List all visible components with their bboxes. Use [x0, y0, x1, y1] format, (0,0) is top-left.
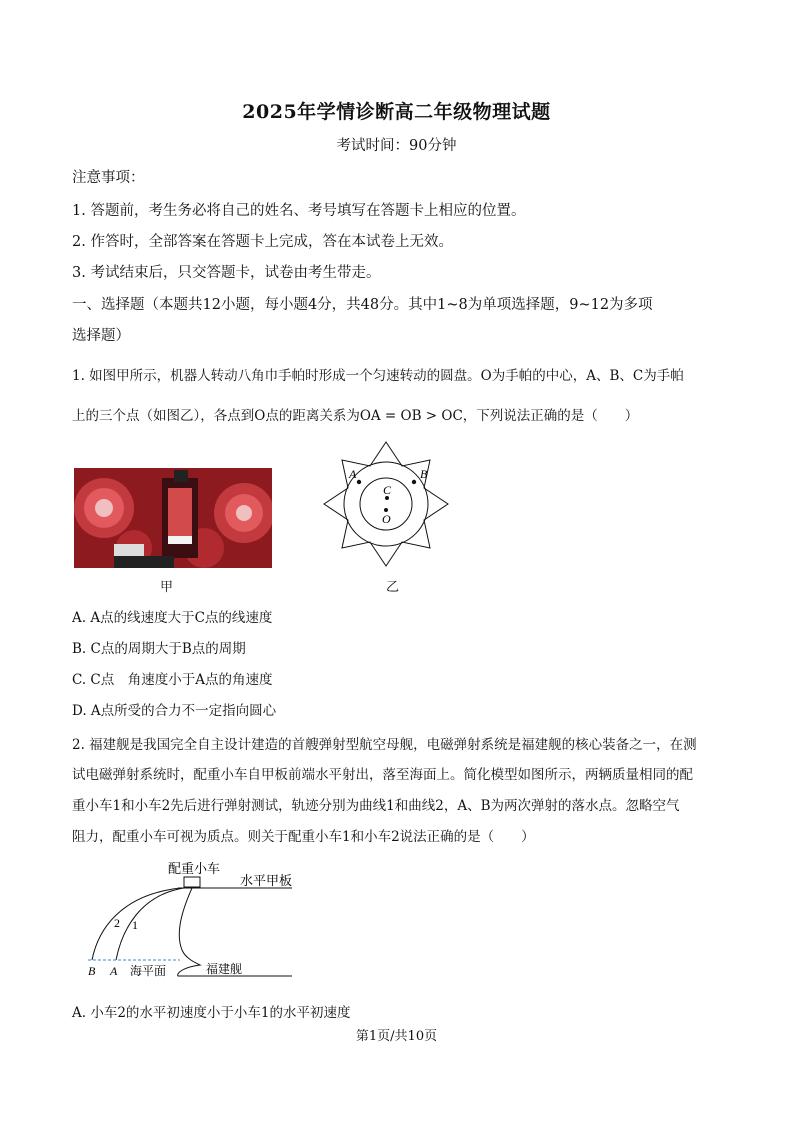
exam-time: 考试时间：90分钟 — [336, 138, 457, 154]
question-2-line-2: 试电磁弹射系统时，配重小车自甲板前端水平射出，落至海面上。简化模型如图所示，两辆质量相同的配 — [72, 767, 693, 783]
question-2-option-a: A. 小车2的水平初速度小于小车1的水平初速度 — [72, 1005, 351, 1021]
car-label: 配重小车 — [168, 861, 221, 876]
page-footer: 第1页/共10页 — [355, 1029, 438, 1044]
question-1-option-a: A. A点的线速度大于C点的线速度 — [72, 610, 273, 626]
question-1-line-1: 1. 如图甲所示，机器人转动八角巾手帕时形成一个匀速转动的圆盘。O为手帕的中心，A、B、C为手帕 — [72, 368, 684, 384]
question-1-option-d: D. A点所受的合力不一定指向圆心 — [72, 703, 277, 719]
section-heading-line-2: 选择题） — [72, 328, 130, 344]
deck-label: 水平甲板 — [240, 873, 293, 888]
notice-item-1: 1. 答题前，考生务必将自己的姓名、考号填写在答题卡上相应的位置。 — [72, 203, 526, 219]
handkerchief-diagram — [318, 436, 454, 572]
point-b-label: B — [420, 467, 428, 481]
point-a-label: A — [349, 467, 357, 481]
point-b-label: B — [88, 964, 96, 978]
curve-2-label: 2 — [114, 916, 120, 930]
page-title: 2025年学情诊断高二年级物理试题 — [242, 101, 551, 123]
question-2-line-1: 2. 福建舰是我国完全自主设计建造的首艘弹射型航空母舰，电磁弹射系统是福建舰的核心装备之一，在测 — [72, 737, 697, 753]
question-2-line-4: 阻力，配重小车可视为质点。则关于配重小车1和小车2说法正确的是（ ） — [72, 829, 535, 845]
notice-item-2: 2. 作答时，全部答案在答题卡上完成，答在本试卷上无效。 — [72, 234, 453, 250]
robot-photo — [74, 468, 272, 568]
question-1-line-2: 上的三个点（如图乙），各点到O点的距离关系为OA = OB > OC，下列说法正确的是（ ） — [72, 408, 639, 424]
robot-photo-illustration — [74, 468, 272, 568]
question-2-line-3: 重小车1和小车2先后进行弹射测试，轨迹分别为曲线1和曲线2，A、B为两次弹射的落水点。忽略空气 — [72, 798, 680, 814]
sea-level-label: 海平面 — [130, 964, 167, 978]
notice-item-3: 3. 考试结束后，只交答题卡，试卷由考生带走。 — [72, 265, 381, 281]
center-o-label: O — [382, 512, 391, 526]
figure-a-caption: 甲 — [160, 580, 174, 595]
section-heading-line-1: 一、选择题（本题共12小题，每小题4分，共48分。其中1~8为单项选择题，9~12为多项 — [72, 297, 653, 313]
carrier-trajectory-diagram — [80, 855, 310, 985]
point-a-label: A — [110, 964, 118, 978]
point-c-label: C — [383, 483, 392, 497]
question-1-option-c: C. C点 角速度小于A点的角速度 — [72, 672, 273, 688]
notice-heading: 注意事项： — [72, 170, 145, 186]
question-1-option-b: B. C点的周期大于B点的周期 — [72, 641, 246, 657]
figure-b-caption: 乙 — [386, 580, 400, 595]
curve-1-label: 1 — [132, 918, 138, 932]
ship-label: 福建舰 — [206, 962, 243, 976]
